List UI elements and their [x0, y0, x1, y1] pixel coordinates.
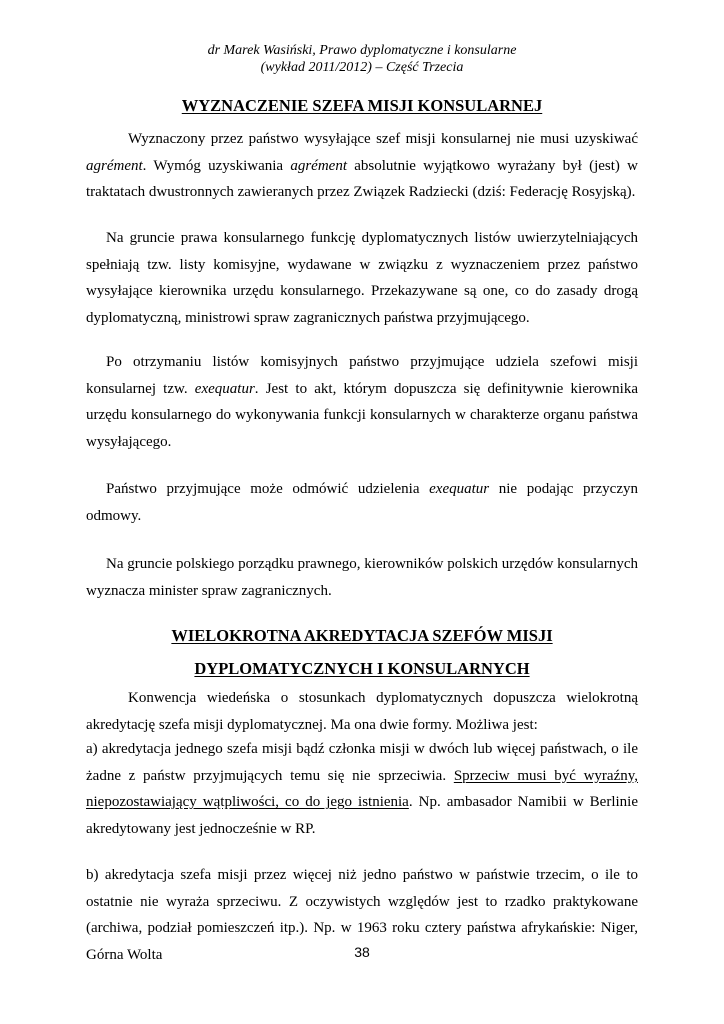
underlined-statement: Sprzeciw musi być wyraźny, niepozostawiający wątpliwości, co do jego istnienia [86, 767, 639, 811]
section-2-paragraph-b: b) akredytacja szefa misji przez więcej niż jedno państwo w państwie trzecim, o ile to ostatnie nie wyraża sprzeciwu. Z oczywistych względów jest to rzadko praktykowane (archiwa, podział pomieszczeń itp.). Np. w 1963 roku cztery państwa afrykańskie: Niger, Górna Wolta [86, 867, 638, 963]
page-number: 38 [354, 944, 370, 960]
section-2-paragraph-a: a) akredytacja jednego szefa misji bądź członka misji w dwóch lub więcej państwach, o ile żadne z państw przyjmujących temu się nie sprzeciwia. Sprzeciw musi być wyraźny, niepozostawiający wątpliwości, co do jego istnienia. Np. ambasador Namibii w Berlinie akredytowany jest jednocześnie w RP. [86, 741, 639, 837]
emphasis-exequatur: exequatur [194, 380, 255, 397]
section-1-paragraph-2: Na gruncie prawa konsularnego funkcję dyplomatycznych listów uwierzytelniających spełniają tzw. listy komisyjne, wydawane w związku z wyznaczeniem przez państwo wysyłające kierownika urzędu konsularnego. Przekazywane są one, co do zasady drogą dyplomatyczną, ministrowi spraw zagranicznych państwa przyjmującego. [86, 230, 638, 326]
header-line-2: (wykład 2011/2012) – Część Trzecia [260, 60, 464, 75]
section-1-paragraph-4: Państwo przyjmujące może odmówić udzielenia exequatur nie podając przyczyn odmowy. [86, 481, 638, 524]
running-header [0, 42, 724, 76]
emphasis-exequatur: exequatur [429, 481, 490, 497]
emphasis-agrement: agrément [290, 157, 347, 174]
section-1-paragraph-5: Na gruncie polskiego porządku prawnego, kierowników polskich urzędów konsularnych wyznacza minister spraw zagranicznych. [86, 556, 638, 599]
emphasis-agrement: agrément [86, 157, 143, 174]
section-2-heading-line-2: DYPLOMATYCZNYCH I KONSULARNYCH [194, 659, 530, 678]
section-1-heading: WYZNACZENIE SZEFA MISJI KONSULARNEJ [181, 96, 543, 115]
section-1-paragraph-1: Wyznaczony przez państwo wysyłające szef misji konsularnej nie musi uzyskiwać agrément. Wymóg uzyskiwania agrément absolutnie wyjątkowo wyrażany był (jest) w traktatach dwustronnych zawieranych przez Związek Radziecki (dziś: Federację Rosyjską). [86, 131, 638, 201]
header-line-1: dr Marek Wasiński, Prawo dyplomatyczne i konsularne [207, 43, 517, 58]
section-2-heading-line-1: WIELOKROTNA AKREDYTACJA SZEFÓW MISJI [171, 626, 553, 645]
section-2-paragraph-1: Konwencja wiedeńska o stosunkach dyplomatycznych dopuszcza wielokrotną akredytację szefa misji dyplomatycznej. Ma ona dwie formy. Możliwa jest: [86, 690, 638, 733]
section-1-paragraph-3: Po otrzymaniu listów komisyjnych państwo przyjmujące udziela szefowi misji konsularnej tzw. exequatur. Jest to akt, którym dopuszcza się definitywnie kierownika urzędu konsularnego do wykonywania funkcji konsularnych w charakterze organu państwa wysyłającego. [86, 354, 639, 450]
